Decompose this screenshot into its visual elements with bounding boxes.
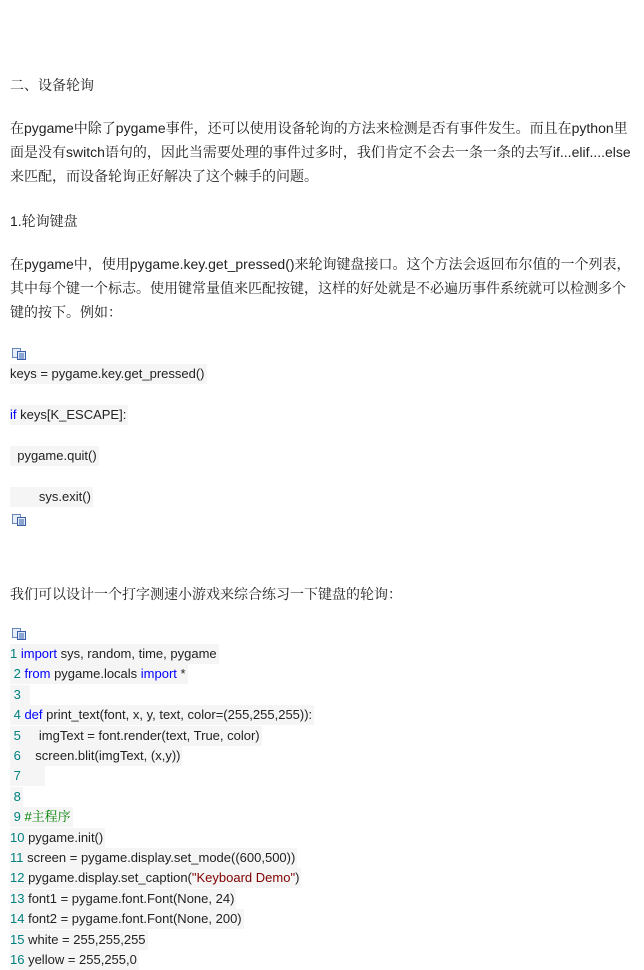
code-line-content <box>10 685 30 705</box>
code-line-content <box>10 868 301 888</box>
code-line <box>10 405 128 425</box>
code-text: ) <box>295 870 300 886</box>
code-text: screen.blit(imgText, (x,y)) <box>20 748 181 763</box>
line-number: 14 <box>10 911 25 927</box>
copy-code-icon[interactable] <box>12 514 27 526</box>
line-number: 1 <box>10 646 18 661</box>
code-line-content <box>10 807 73 827</box>
code-text: yellow = 255,255,0 <box>24 952 137 967</box>
code-line <box>10 685 30 705</box>
string: "Keyboard Demo" <box>191 870 296 886</box>
code-line <box>10 828 105 848</box>
code-line-content <box>10 766 45 786</box>
code-text: imgText = font.render(text, True, color) <box>20 727 260 743</box>
code-line-content <box>10 705 314 725</box>
keyboard-paragraph: 在pygame中，使用pygame.key.get_pressed()来轮询键盘接口。这个方法会返回布尔值的一个列表，其中每个键一个标志。使用键常量值来匹配按键，这样的好处就是不必遍历事件系统就可以检测多个键的按下。例如： <box>10 256 631 320</box>
code-line <box>10 787 23 807</box>
code-line-content <box>10 664 188 684</box>
line-number: 8 <box>10 788 21 804</box>
line-number: 15 <box>10 931 25 947</box>
code-text: font1 = pygame.font.Font(None, 24) <box>24 890 235 906</box>
code-line <box>10 950 139 970</box>
code-line <box>10 746 182 766</box>
section-heading: 二、设备轮询 <box>10 77 94 93</box>
line-number: 6 <box>10 748 21 763</box>
code-text: pygame.display.set_caption( <box>24 870 192 886</box>
code-text: font2 = pygame.font.Font(None, 200) <box>24 911 242 927</box>
code-line <box>10 930 148 950</box>
code-line-content <box>10 644 219 664</box>
code-text <box>21 687 28 702</box>
game-paragraph: 我们可以设计一个打字测速小游戏来综合练习一下键盘的轮询： <box>10 586 402 602</box>
code-line-content <box>10 950 139 970</box>
line-number: 12 <box>10 870 25 886</box>
code-text: keys[K_ESCAPE]: <box>16 407 127 422</box>
subsection-heading: 1.轮询键盘 <box>10 213 78 229</box>
code-text: print_text(font, x, y, text, color=(255,255,255)): <box>42 707 313 723</box>
code-text: screen = pygame.display.set_mode((600,500)) <box>23 850 296 865</box>
line-number: 3 <box>10 686 21 702</box>
code-line-content <box>10 746 182 766</box>
line-number: 11 <box>10 850 24 865</box>
line-number: 5 <box>10 727 21 743</box>
code-line <box>10 848 297 868</box>
keyword: def <box>20 707 43 723</box>
copy-code-icon[interactable] <box>12 628 27 640</box>
code-line: sys.exit() <box>10 487 93 507</box>
code-line <box>10 889 236 909</box>
code-line-content <box>10 909 244 929</box>
line-number: 13 <box>10 890 25 906</box>
line-number: 10 <box>10 829 25 845</box>
code-line <box>10 664 188 684</box>
code-text: * <box>176 666 186 682</box>
code-line <box>10 644 219 664</box>
line-number: 7 <box>10 768 21 784</box>
keyword: import <box>17 646 57 661</box>
code-line <box>10 726 262 746</box>
line-number: 16 <box>10 952 25 967</box>
code-text <box>21 768 43 783</box>
code-line-content <box>10 848 297 868</box>
code-line: pygame.quit() <box>10 446 99 466</box>
code-text: sys, random, time, pygame <box>56 646 217 661</box>
code-text: pygame.init() <box>24 829 104 845</box>
keyword: if <box>10 407 17 422</box>
code-line <box>10 909 244 929</box>
line-number: 9 <box>10 809 21 825</box>
code-line-content <box>10 726 262 746</box>
code-line <box>10 868 301 888</box>
code-line <box>10 766 45 786</box>
code-text: pygame.locals <box>50 666 141 682</box>
keyword: import <box>140 666 177 682</box>
code-line-content <box>10 930 148 950</box>
code-line <box>10 807 73 827</box>
code-line <box>10 705 314 725</box>
intro-paragraph: 在pygame中除了pygame事件，还可以使用设备轮询的方法来检测是否有事件发生。而且在python里面是没有switch语句的，因此当需要处理的事件过多时，我们肯定不会去一条一条的去写if...elif....else来匹配，而设备轮询正好解决了这个棘手的问题。 <box>10 120 631 184</box>
code-line-content <box>10 889 236 909</box>
comment: #主程序 <box>20 809 71 825</box>
code-line-content <box>10 828 105 848</box>
line-number: 4 <box>10 707 21 723</box>
copy-code-icon[interactable] <box>12 348 27 360</box>
line-number: 2 <box>10 666 21 682</box>
code-line: keys = pygame.key.get_pressed() <box>10 364 207 384</box>
code-line-content <box>10 787 23 807</box>
keyword: from <box>20 666 51 682</box>
code-text: white = 255,255,255 <box>24 931 146 947</box>
